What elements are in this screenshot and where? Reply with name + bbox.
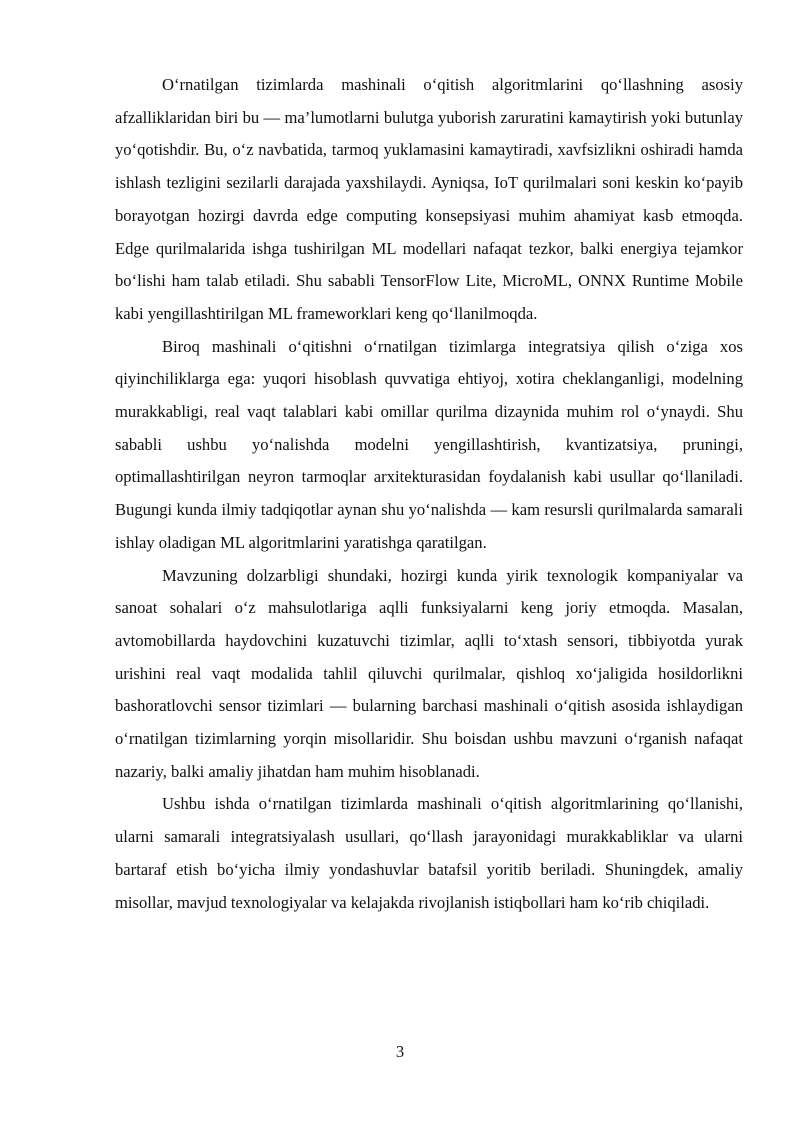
paragraph-1: O‘rnatilgan tizimlarda mashinali o‘qitish algoritmlarini qo‘llashning asosiy afzalliklaridan biri bu — ma’lumotlarni bulutga yuborish zaruratini kamaytirish yoki butunlay yo‘qotishdir. Bu, o‘z navbatida, tarmoq yuklamasini kamaytiradi, xavfsizlikni oshiradi hamda ishlash tezligini sezilarli darajada yaxshilaydi. Ayniqsa, IoT qurilmalari soni keskin ko‘payib borayotgan hozirgi davrda edge computing konsepsiyasi muhim ahamiyat kasb etmoqda. Edge qurilmalarida ishga tushirilgan ML modellari nafaqat tezkor, balki energiya tejamkor bo‘lishi ham talab etiladi. Shu sababli TensorFlow Lite, MicroML, ONNX Runtime Mobile kabi yengillashtirilgan ML frameworklari keng qo‘llanilmoqda.: [115, 75, 743, 323]
paragraph-4: Ushbu ishda o‘rnatilgan tizimlarda mashinali o‘qitish algoritmlarining qo‘llanishi, ularni samarali integratsiyalash usullari, qo‘llash jarayonidagi murakkabliklar va ularni bartaraf etish bo‘yicha ilmiy yondashuvlar batafsil yoritib beriladi. Shuningdek, amaliy misollar, mavjud texnologiyalar va kelajakda rivojlanish istiqbollari ham ko‘rib chiqiladi.: [115, 794, 743, 912]
paragraph-3: Mavzuning dolzarbligi shundaki, hozirgi kunda yirik texnologik kompaniyalar va sanoat sohalari o‘z mahsulotlariga aqlli funksiyalarni keng joriy etmoqda. Masalan, avtomobillarda haydovchini kuzatuvchi tizimlar, aqlli to‘xtash sensori, tibbiyotda yurak urishini real vaqt modalida tahlil qiluvchi qurilmalar, qishloq xo‘jaligida hosildorlikni bashoratlovchi sensor tizimlari — bularning barchasi mashinali o‘qitish asosida ishlaydigan o‘rnatilgan tizimlarning yorqin misollaridir. Shu boisdan ushbu mavzuni o‘rganish nafaqat nazariy, balki amaliy jihatdan ham muhim hisoblanadi.: [115, 565, 743, 781]
page-number: 3: [395, 1042, 405, 1061]
document-body: [115, 69, 743, 919]
paragraph-2: Biroq mashinali o‘qitishni o‘rnatilgan tizimlarga integratsiya qilish o‘ziga xos qiyinchiliklarga ega: yuqori hisoblash quvvatiga ehtiyoj, xotira cheklanganligi, modelning murakkabligi, real vaqt talablari kabi omillar qurilma dizaynida muhim rol o‘ynaydi. Shu sababli ushbu yo‘nalishda modelni yengillashtirish, kvantizatsiya, pruningi, optimallashtirilgan neyron tarmoqlar arxitekturasidan foydalanish kabi usullar qo‘llaniladi. Bugungi kunda ilmiy tadqiqotlar aynan shu yo‘nalishda — kam resursli qurilmalarda samarali ishlay oladigan ML algoritmlarini yaratishga qaratilgan.: [115, 336, 743, 552]
